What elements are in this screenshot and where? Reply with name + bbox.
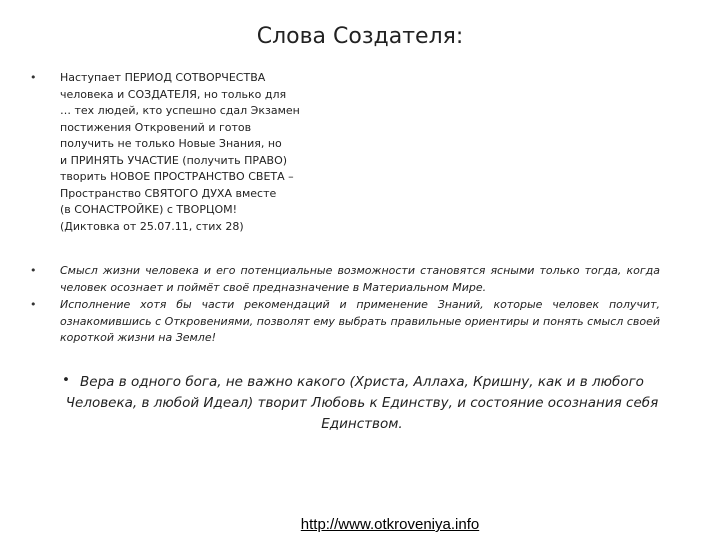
website-link[interactable]: http://www.otkroveniya.info [300, 516, 480, 533]
paragraph-period: Наступает ПЕРИОД СОТВОРЧЕСТВА человека и СОЗДАТЕЛЯ, но только для … тех людей, кто успешно сдал Экзамен постижения Откровений и готов получить не только Новые Знания, но и ПРИНЯТЬ УЧАСТИЕ (получить ПРАВО) творить НОВОЕ ПРОСТРАНСТВО СВЕТА – Пространство СВЯТОГО ДУХА вместе (в СОНАСТРОЙКЕ) с ТВОРЦОМ! (Диктовка от 25.07.11, стих 28) [60, 71, 300, 233]
paragraph-knowledge: Исполнение хотя бы части рекомендаций и применение Знаний, которые человек получит, ознакомившись с Откровениями, позволят ему выбрать правильные ориентиры и понять смысл своей короткой жизни на Земле! [60, 298, 660, 344]
paragraph-meaning: Смысл жизни человека и его потенциальные возможности становятся ясными только тогда, когда человек осознает и поймёт своё предназначение в Материальном Мире. [60, 264, 660, 294]
bullet-marker: • [30, 264, 37, 277]
paragraph-faith: Вера в одного бога, не важно какого (Христа, Аллаха, Кришну, как и в любого Человека, в любой Идеал) творит Любовь к Единству, и состояние осознания себя Единством. [65, 374, 659, 432]
bullet-marker: • [62, 372, 70, 388]
slide-title: Слова Создателя: [256, 24, 464, 49]
bullet-marker: • [30, 298, 37, 311]
bullet-marker: • [30, 71, 37, 84]
